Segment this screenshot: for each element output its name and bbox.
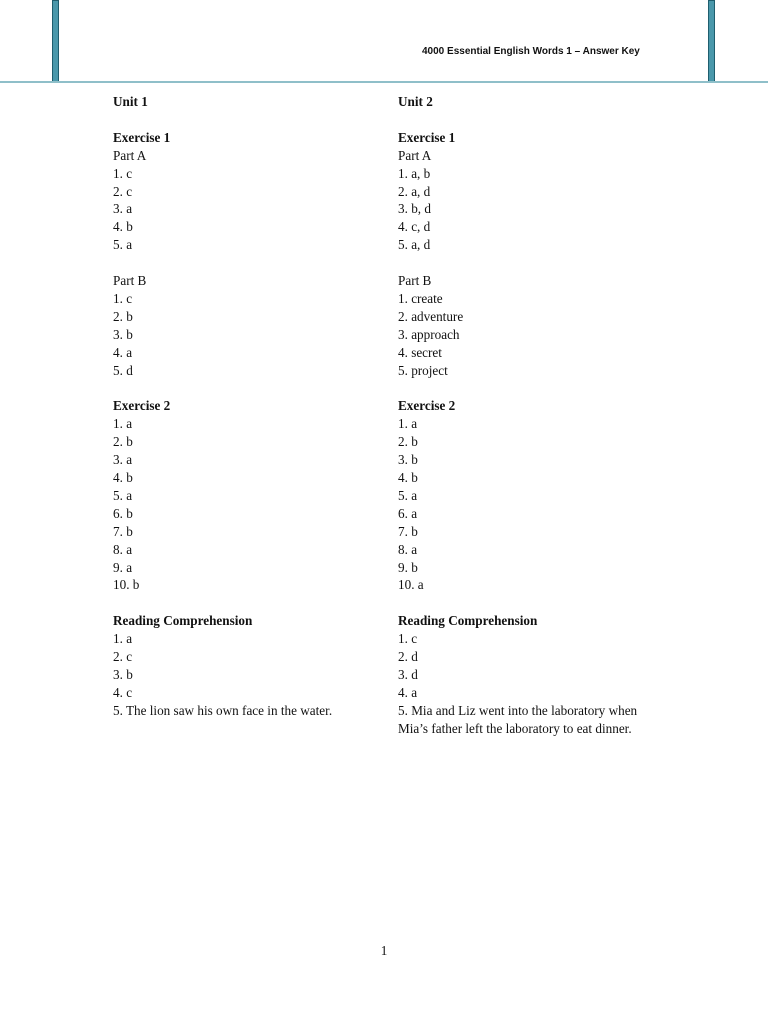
answer-item: 9. a — [113, 559, 133, 575]
answer-item: 5. a — [398, 487, 418, 503]
answer-item: 3. a — [113, 201, 133, 217]
answer-item: 5. project — [398, 362, 448, 378]
spacer — [113, 254, 383, 272]
answer-item: 2. c — [113, 183, 133, 199]
answer-item: 5. a — [113, 237, 133, 253]
exercise-1-title: Exercise 1 — [113, 129, 171, 145]
spacer — [113, 379, 383, 397]
answer-item: 3. d — [398, 666, 418, 682]
answer-item: 4. secret — [398, 344, 442, 360]
exercise-2-title: Exercise 2 — [398, 398, 456, 414]
answer-item: 1. c — [113, 165, 133, 181]
answer-item: 3. a — [113, 452, 133, 468]
answer-item: 1. a — [113, 416, 133, 432]
answer-item: 10. a — [398, 577, 424, 593]
answer-item: 1. c — [113, 290, 133, 306]
part-b-label: Part B — [113, 273, 147, 289]
answer-item: 4. a — [398, 684, 418, 700]
answer-item: 8. a — [113, 541, 133, 557]
left-accent-bar — [52, 0, 59, 82]
answer-item: 4. b — [113, 469, 133, 485]
page-number: 1 — [380, 943, 388, 958]
reading-comprehension-title: Reading Comprehension — [113, 613, 253, 629]
answer-item: 1. create — [398, 290, 443, 306]
part-b-label: Part B — [398, 273, 432, 289]
part-a-label: Part A — [113, 147, 147, 163]
answer-item: 6. a — [398, 505, 418, 521]
answer-item: 5. a, d — [398, 237, 431, 253]
answer-item: 7. b — [113, 523, 133, 539]
answer-item: 2. c — [113, 649, 133, 665]
spacer — [113, 111, 383, 129]
answer-item: 2. d — [398, 649, 418, 665]
header-title: 4000 Essential English Words 1 – Answer Key — [422, 46, 640, 57]
answer-item: 2. a, d — [398, 183, 431, 199]
exercise-2-title: Exercise 2 — [113, 398, 171, 414]
answer-item: 10. b — [113, 577, 140, 593]
answer-item: 4. b — [113, 219, 133, 235]
header-rule — [0, 81, 768, 83]
answer-item: 3. b — [398, 452, 418, 468]
answer-item: 2. b — [113, 308, 133, 324]
answer-item: 2. adventure — [398, 308, 464, 324]
answer-item: 3. b — [113, 666, 133, 682]
answer-item: 1. a — [113, 631, 133, 647]
part-a-label: Part A — [398, 147, 432, 163]
spacer — [398, 254, 648, 272]
answer-item: 4. c — [113, 684, 133, 700]
answer-item: 5. a — [113, 487, 133, 503]
answer-item: 1. a — [398, 416, 418, 432]
spacer — [113, 594, 383, 612]
answer-item: 5. d — [113, 362, 133, 378]
answer-item: 7. b — [398, 523, 418, 539]
answer-item: 3. b, d — [398, 201, 431, 217]
answer-item: 6. b — [113, 505, 133, 521]
spacer — [398, 594, 648, 612]
answer-item: 9. b — [398, 559, 418, 575]
answer-item: 3. approach — [398, 326, 460, 342]
unit-title: Unit 2 — [398, 94, 433, 109]
answer-item: 4. c, d — [398, 219, 431, 235]
answer-item: 5. Mia and Liz went into the laboratory when Mia’s father left the laboratory to eat dinner. — [398, 702, 638, 736]
answer-item: 2. b — [113, 434, 133, 450]
answer-item: 2. b — [398, 434, 418, 450]
exercise-1-title: Exercise 1 — [398, 129, 456, 145]
reading-comprehension-title: Reading Comprehension — [398, 613, 538, 629]
answer-item: 4. a — [113, 344, 133, 360]
answer-item: 1. c — [398, 631, 418, 647]
answer-item: 4. b — [398, 469, 418, 485]
unit-2-column — [398, 93, 648, 738]
right-accent-bar — [708, 0, 715, 82]
unit-title: Unit 1 — [113, 94, 148, 109]
spacer — [398, 111, 648, 129]
spacer — [398, 379, 648, 397]
answer-item: 3. b — [113, 326, 133, 342]
answer-item: 8. a — [398, 541, 418, 557]
answer-item: 1. a, b — [398, 165, 431, 181]
answer-item: 5. The lion saw his own face in the water. — [113, 702, 333, 718]
unit-1-column — [113, 93, 383, 720]
